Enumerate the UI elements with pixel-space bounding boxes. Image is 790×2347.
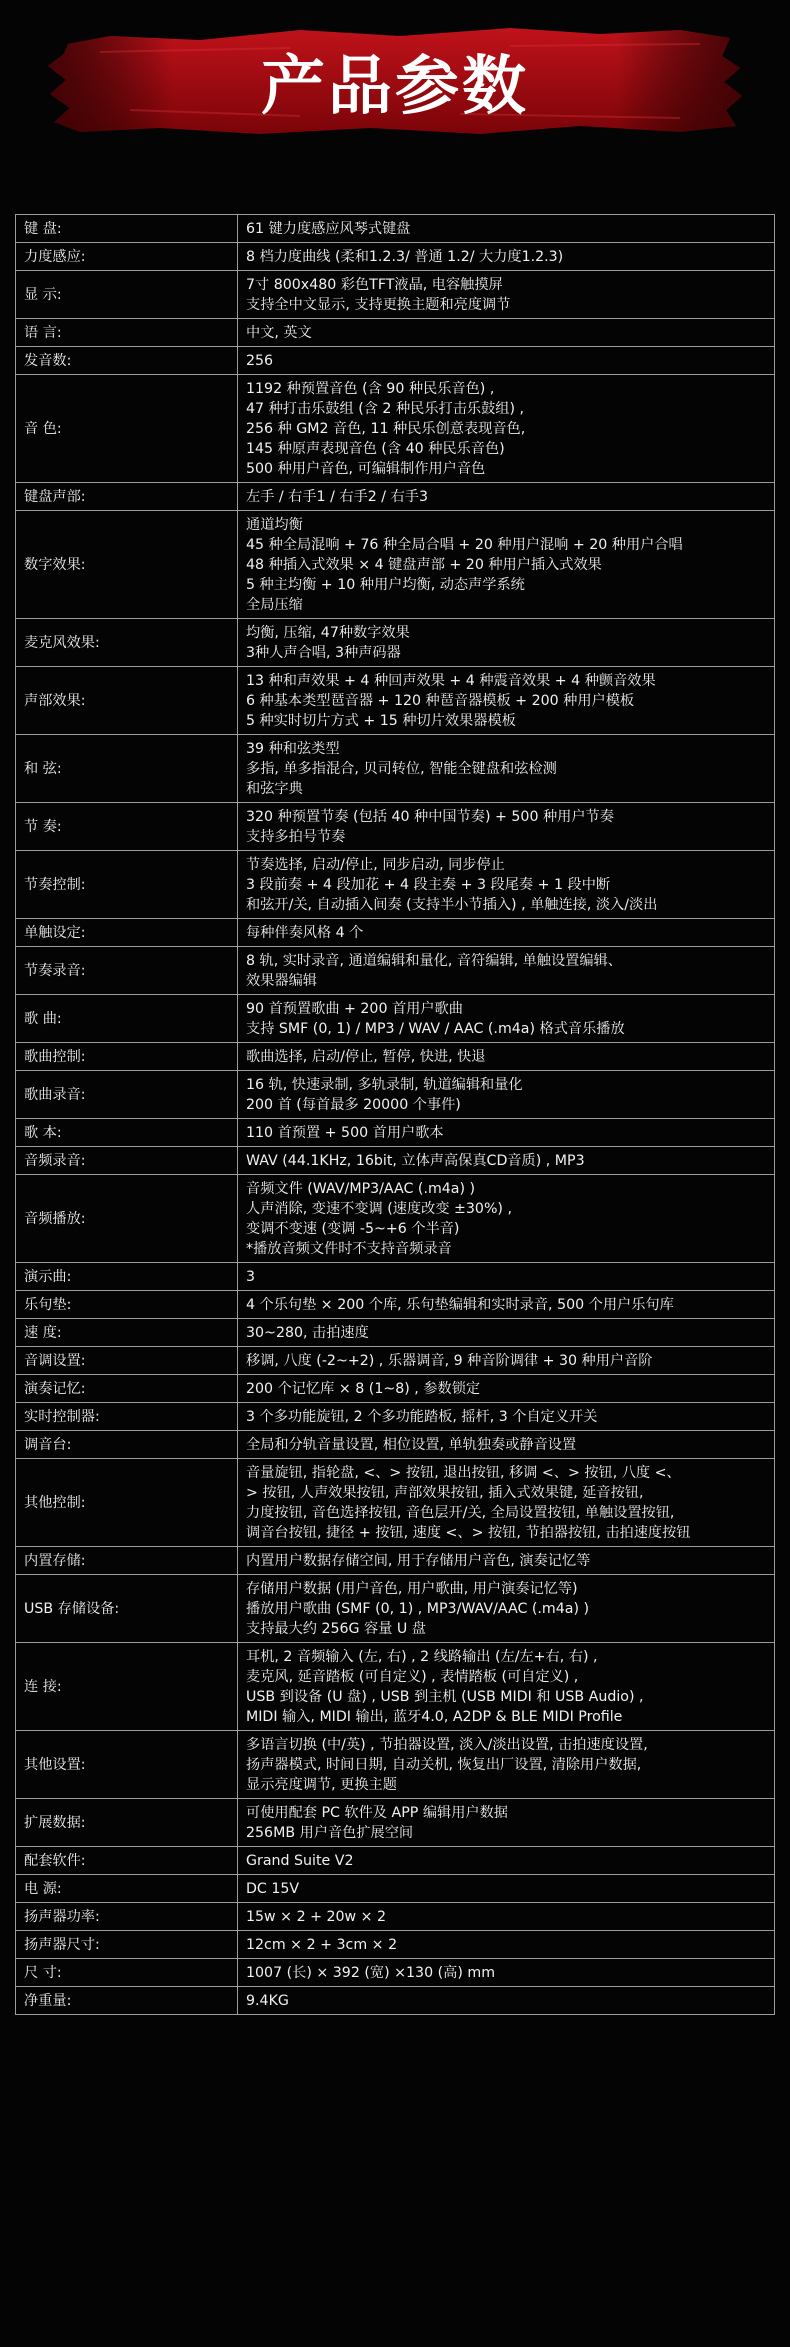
spec-row: [16, 483, 775, 511]
spec-row: [16, 1903, 775, 1931]
spec-label: 发音数:: [16, 347, 238, 375]
page-title: 产品参数: [261, 50, 529, 124]
spec-row: [16, 947, 775, 995]
spec-value: 1007 (长) × 392 (宽) ×130 (高) mm: [238, 1959, 775, 1987]
spec-row: [16, 1319, 775, 1347]
spec-value: 8 档力度曲线 (柔和1.2.3/ 普通 1.2/ 大力度1.2.3): [238, 243, 775, 271]
spec-value: 256: [238, 347, 775, 375]
spec-value: 全局和分轨音量设置, 相位设置, 单轨独奏或静音设置: [238, 1431, 775, 1459]
spec-value: 每种伴奏风格 4 个: [238, 919, 775, 947]
spec-row: [16, 1547, 775, 1575]
spec-value: 15w × 2 + 20w × 2: [238, 1903, 775, 1931]
spec-value: 中文, 英文: [238, 319, 775, 347]
spec-label: 语 言:: [16, 319, 238, 347]
spec-label: 音频播放:: [16, 1175, 238, 1263]
spec-label: 演示曲:: [16, 1263, 238, 1291]
spec-value: 3: [238, 1263, 775, 1291]
spec-label: 音频录音:: [16, 1147, 238, 1175]
spec-row: [16, 511, 775, 619]
spec-label: 和 弦:: [16, 735, 238, 803]
spec-value: 音量旋钮, 指轮盘, <、> 按钮, 退出按钮, 移调 <、> 按钮, 八度 <、 > 按钮, 人声效果按钮, 声部效果按钮, 插入式效果键, 延音按钮, 力度按钮, 音色选择按钮, 音色层开/关, 全局设置按钮, 单触设置按钮, 调音台按钮, 捷径 + 按钮, 速度 <、> 按钮, 节拍器按钮, 击拍速度按钮: [238, 1459, 775, 1547]
spec-row: [16, 851, 775, 919]
spec-value: 30~280, 击拍速度: [238, 1319, 775, 1347]
spec-label: 音调设置:: [16, 1347, 238, 1375]
spec-label: 内置存储:: [16, 1547, 238, 1575]
spec-row: [16, 919, 775, 947]
spec-label: 其他设置:: [16, 1731, 238, 1799]
spec-label: 扩展数据:: [16, 1799, 238, 1847]
spec-label: 音 色:: [16, 375, 238, 483]
spec-value: 8 轨, 实时录音, 通道编辑和量化, 音符编辑, 单触设置编辑、 效果器编辑: [238, 947, 775, 995]
spec-row: [16, 375, 775, 483]
spec-label: 演奏记忆:: [16, 1375, 238, 1403]
spec-row: [16, 1431, 775, 1459]
spec-row: [16, 1847, 775, 1875]
spec-row: [16, 1643, 775, 1731]
spec-value: 内置用户数据存储空间, 用于存储用户音色, 演奏记忆等: [238, 1547, 775, 1575]
spec-table: [15, 214, 775, 2015]
spec-value: 7寸 800x480 彩色TFT液晶, 电容触摸屏 支持全中文显示, 支持更换主题和亮度调节: [238, 271, 775, 319]
spec-label: 节奏录音:: [16, 947, 238, 995]
spec-row: [16, 347, 775, 375]
spec-label: 电 源:: [16, 1875, 238, 1903]
spec-value: 90 首预置歌曲 + 200 首用户歌曲 支持 SMF (0, 1) / MP3 / WAV / AAC (.m4a) 格式音乐播放: [238, 995, 775, 1043]
spec-label: 键盘声部:: [16, 483, 238, 511]
spec-label: 键 盘:: [16, 215, 238, 243]
spec-label: 配套软件:: [16, 1847, 238, 1875]
spec-label: 歌 曲:: [16, 995, 238, 1043]
spec-row: [16, 243, 775, 271]
spec-label: 乐句垫:: [16, 1291, 238, 1319]
spec-row: [16, 1403, 775, 1431]
spec-label: 声部效果:: [16, 667, 238, 735]
spec-label: 单触设定:: [16, 919, 238, 947]
spec-label: 歌曲控制:: [16, 1043, 238, 1071]
spec-value: 节奏选择, 启动/停止, 同步启动, 同步停止 3 段前奏 + 4 段加花 + 4 段主奏 + 3 段尾奏 + 1 段中断 和弦开/关, 自动插入间奏 (支持半小节插入) , 单触连接, 淡入/淡出: [238, 851, 775, 919]
spec-value: 存储用户数据 (用户音色, 用户歌曲, 用户演奏记忆等) 播放用户歌曲 (SMF (0, 1) , MP3/WAV/AAC (.m4a) ) 支持最大约 256G 容量 U 盘: [238, 1575, 775, 1643]
spec-value: 多语言切换 (中/英) , 节拍器设置, 淡入/淡出设置, 击拍速度设置, 扬声器模式, 时间日期, 自动关机, 恢复出厂设置, 清除用户数据, 显示亮度调节, 更换主题: [238, 1731, 775, 1799]
spec-row: [16, 1375, 775, 1403]
spec-row: [16, 1291, 775, 1319]
spec-label: 速 度:: [16, 1319, 238, 1347]
spec-row: [16, 619, 775, 667]
spec-label: 显 示:: [16, 271, 238, 319]
spec-label: 麦克风效果:: [16, 619, 238, 667]
spec-row: [16, 1799, 775, 1847]
spec-row: [16, 1175, 775, 1263]
spec-label: 其他控制:: [16, 1459, 238, 1547]
spec-value: 歌曲选择, 启动/停止, 暂停, 快进, 快退: [238, 1043, 775, 1071]
spec-value: 200 个记忆库 × 8 (1~8) , 参数锁定: [238, 1375, 775, 1403]
spec-row: [16, 667, 775, 735]
spec-label: 调音台:: [16, 1431, 238, 1459]
spec-value: 110 首预置 + 500 首用户歌本: [238, 1119, 775, 1147]
spec-row: [16, 1071, 775, 1119]
spec-row: [16, 1147, 775, 1175]
spec-label: 连 接:: [16, 1643, 238, 1731]
spec-row: [16, 1119, 775, 1147]
spec-value: 4 个乐句垫 × 200 个库, 乐句垫编辑和实时录音, 500 个用户乐句库: [238, 1291, 775, 1319]
spec-value: 耳机, 2 音频输入 (左, 右) , 2 线路输出 (左/左+右, 右) , 麦克风, 延音踏板 (可自定义) , 表情踏板 (可自定义) , USB 到设备 (U 盘) , USB 到主机 (USB MIDI 和 USB Audio) , MIDI 输入, MIDI 输出, 蓝牙4.0, A2DP & BLE MIDI Profile: [238, 1643, 775, 1731]
spec-label: USB 存储设备:: [16, 1575, 238, 1643]
spec-row: [16, 1875, 775, 1903]
spec-value: 320 种预置节奏 (包括 40 种中国节奏) + 500 种用户节奏 支持多拍号节奏: [238, 803, 775, 851]
spec-value: 3 个多功能旋钮, 2 个多功能踏板, 摇杆, 3 个自定义开关: [238, 1403, 775, 1431]
spec-row: [16, 735, 775, 803]
spec-value: 可使用配套 PC 软件及 APP 编辑用户数据 256MB 用户音色扩展空间: [238, 1799, 775, 1847]
spec-value: 移调, 八度 (-2~+2) , 乐器调音, 9 种音阶调律 + 30 种用户音阶: [238, 1347, 775, 1375]
spec-row: [16, 1347, 775, 1375]
spec-value: Grand Suite V2: [238, 1847, 775, 1875]
spec-row: [16, 1959, 775, 1987]
spec-value: 左手 / 右手1 / 右手2 / 右手3: [238, 483, 775, 511]
spec-row: [16, 271, 775, 319]
spec-label: 力度感应:: [16, 243, 238, 271]
spec-value: DC 15V: [238, 1875, 775, 1903]
spec-value: 均衡, 压缩, 47种数字效果 3种人声合唱, 3种声码器: [238, 619, 775, 667]
spec-value: WAV (44.1KHz, 16bit, 立体声高保真CD音质) , MP3: [238, 1147, 775, 1175]
spec-row: [16, 319, 775, 347]
spec-label: 歌 本:: [16, 1119, 238, 1147]
spec-row: [16, 995, 775, 1043]
spec-value: 39 种和弦类型 多指, 单多指混合, 贝司转位, 智能全键盘和弦检测 和弦字典: [238, 735, 775, 803]
spec-value: 12cm × 2 + 3cm × 2: [238, 1931, 775, 1959]
spec-label: 尺 寸:: [16, 1959, 238, 1987]
spec-value: 音频文件 (WAV/MP3/AAC (.m4a) ) 人声消除, 变速不变调 (速度改变 ±30%) , 变调不变速 (变调 -5~+6 个半音) *播放音频文件时不支持音频录音: [238, 1175, 775, 1263]
spec-label: 数字效果:: [16, 511, 238, 619]
spec-value: 9.4KG: [238, 1987, 775, 2015]
spec-label: 扬声器功率:: [16, 1903, 238, 1931]
spec-row: [16, 215, 775, 243]
spec-row: [16, 1731, 775, 1799]
spec-row: [16, 1575, 775, 1643]
spec-value: 61 键力度感应风琴式键盘: [238, 215, 775, 243]
spec-row: [16, 1263, 775, 1291]
spec-label: 实时控制器:: [16, 1403, 238, 1431]
spec-row: [16, 803, 775, 851]
spec-label: 节 奏:: [16, 803, 238, 851]
title-banner: [40, 22, 750, 140]
spec-label: 节奏控制:: [16, 851, 238, 919]
spec-row: [16, 1931, 775, 1959]
spec-value: 13 种和声效果 + 4 种回声效果 + 4 种震音效果 + 4 种颤音效果 6 种基本类型琶音器 + 120 种琶音器模板 + 200 种用户模板 5 种实时切片方式 + 15 种切片效果器模板: [238, 667, 775, 735]
spec-row: [16, 1987, 775, 2015]
spec-value: 1192 种预置音色 (含 90 种民乐音色) , 47 种打击乐鼓组 (含 2 种民乐打击乐鼓组) , 256 种 GM2 音色, 11 种民乐创意表现音色, 145 种原声表现音色 (含 40 种民乐音色) 500 种用户音色, 可编辑制作用户音色: [238, 375, 775, 483]
spec-label: 歌曲录音:: [16, 1071, 238, 1119]
spec-row: [16, 1459, 775, 1547]
spec-label: 扬声器尺寸:: [16, 1931, 238, 1959]
spec-row: [16, 1043, 775, 1071]
spec-value: 通道均衡 45 种全局混响 + 76 种全局合唱 + 20 种用户混响 + 20 种用户合唱 48 种插入式效果 × 4 键盘声部 + 20 种用户插入式效果 5 种主均衡 + 10 种用户均衡, 动态声学系统 全局压缩: [238, 511, 775, 619]
spec-value: 16 轨, 快速录制, 多轨录制, 轨道编辑和量化 200 首 (每首最多 20000 个事件): [238, 1071, 775, 1119]
spec-label: 净重量:: [16, 1987, 238, 2015]
